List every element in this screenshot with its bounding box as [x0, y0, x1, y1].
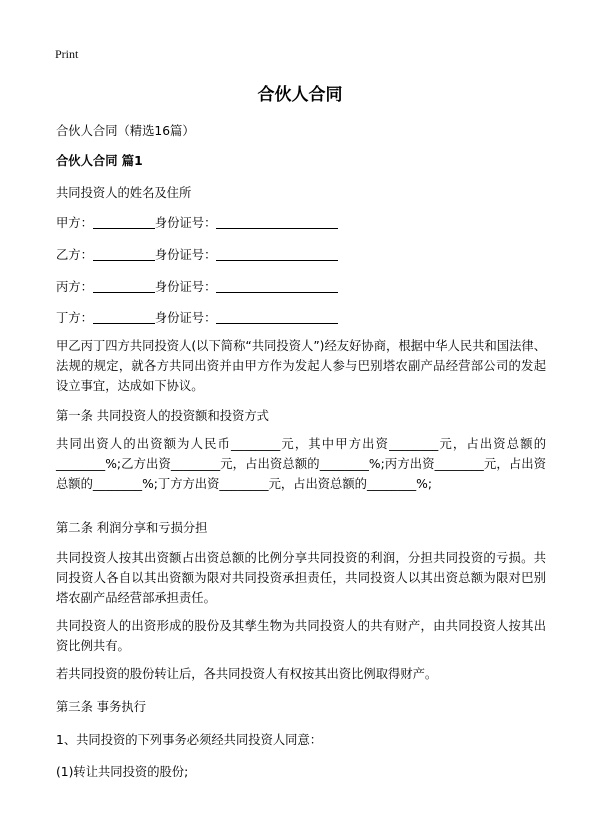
- id-blank: [216, 278, 338, 293]
- id-label: 身份证号：: [154, 280, 217, 294]
- name-blank: [93, 214, 155, 229]
- article-1-paragraph: 共同出资人的出资额为人民币________元，其中甲方出资________元，占出资总额的________%;乙方出资________元，占出资总额的________%;丙方出资________元，占出资总额的________%;丁方方出资________元，占出资总额的________%;: [56, 437, 546, 491]
- id-blank: [216, 309, 338, 324]
- document-title: 合伙人合同: [257, 85, 343, 105]
- id-label: 身份证号：: [154, 248, 217, 262]
- name-blank: [93, 246, 155, 261]
- id-label: 身份证号：: [154, 311, 217, 325]
- article-2-paragraph-3: 若共同投资的股份转让后，各共同投资人有权按其出资比例取得财产。: [56, 667, 438, 681]
- article-2-paragraph-1: 共同投资人按其出资额占出资总额的比例分享共同投资的利润，分担共同投资的亏损。共同投资人各自以其出资额为限对共同投资承担责任，共同投资人以其出资总额为限对巴别塔农副产品经营部承担责任。: [56, 551, 546, 605]
- article-3-item-1: 1、共同投资的下列事务必须经共同投资人同意：: [56, 733, 323, 747]
- print-label[interactable]: Print: [55, 47, 79, 61]
- document-subtitle: 合伙人合同（精选16篇）: [56, 124, 195, 138]
- id-blank: [216, 214, 338, 229]
- article-3-subitem-1: (1)转让共同投资的股份;: [56, 765, 189, 779]
- article-2-paragraph-2: 共同投资人的出资形成的股份及其孳生物为共同投资人的共有财产，由共同投资人按其出资比例共有。: [56, 619, 546, 653]
- party-row-c: [56, 277, 338, 295]
- party-label: 甲方：: [56, 216, 93, 230]
- article-1-title: 第一条 共同投资人的投资额和投资方式: [56, 409, 269, 423]
- name-blank: [93, 278, 155, 293]
- party-row-d: [56, 308, 338, 326]
- name-blank: [93, 309, 155, 324]
- id-label: 身份证号：: [154, 216, 217, 230]
- intro-paragraph: 甲乙丙丁四方共同投资人(以下简称“共同投资人”)经友好协商，根据中华人民共和国法律、法规的规定，就各方共同出资并由甲方作为发起人参与巴别塔农副产品经营部公司的发起设立事宜，达成如下协议。: [56, 339, 546, 393]
- party-row-a: [56, 213, 338, 231]
- party-label: 丙方：: [56, 280, 93, 294]
- party-label: 丁方：: [56, 311, 93, 325]
- article-3-title: 第三条 事务执行: [56, 700, 146, 714]
- id-blank: [216, 246, 338, 261]
- party-row-b: [56, 245, 338, 263]
- names-intro: 共同投资人的姓名及住所: [56, 186, 192, 200]
- section-heading: 合伙人合同 篇1: [56, 154, 143, 168]
- party-label: 乙方：: [56, 248, 93, 262]
- article-2-title: 第二条 利润分享和亏损分担: [56, 521, 208, 535]
